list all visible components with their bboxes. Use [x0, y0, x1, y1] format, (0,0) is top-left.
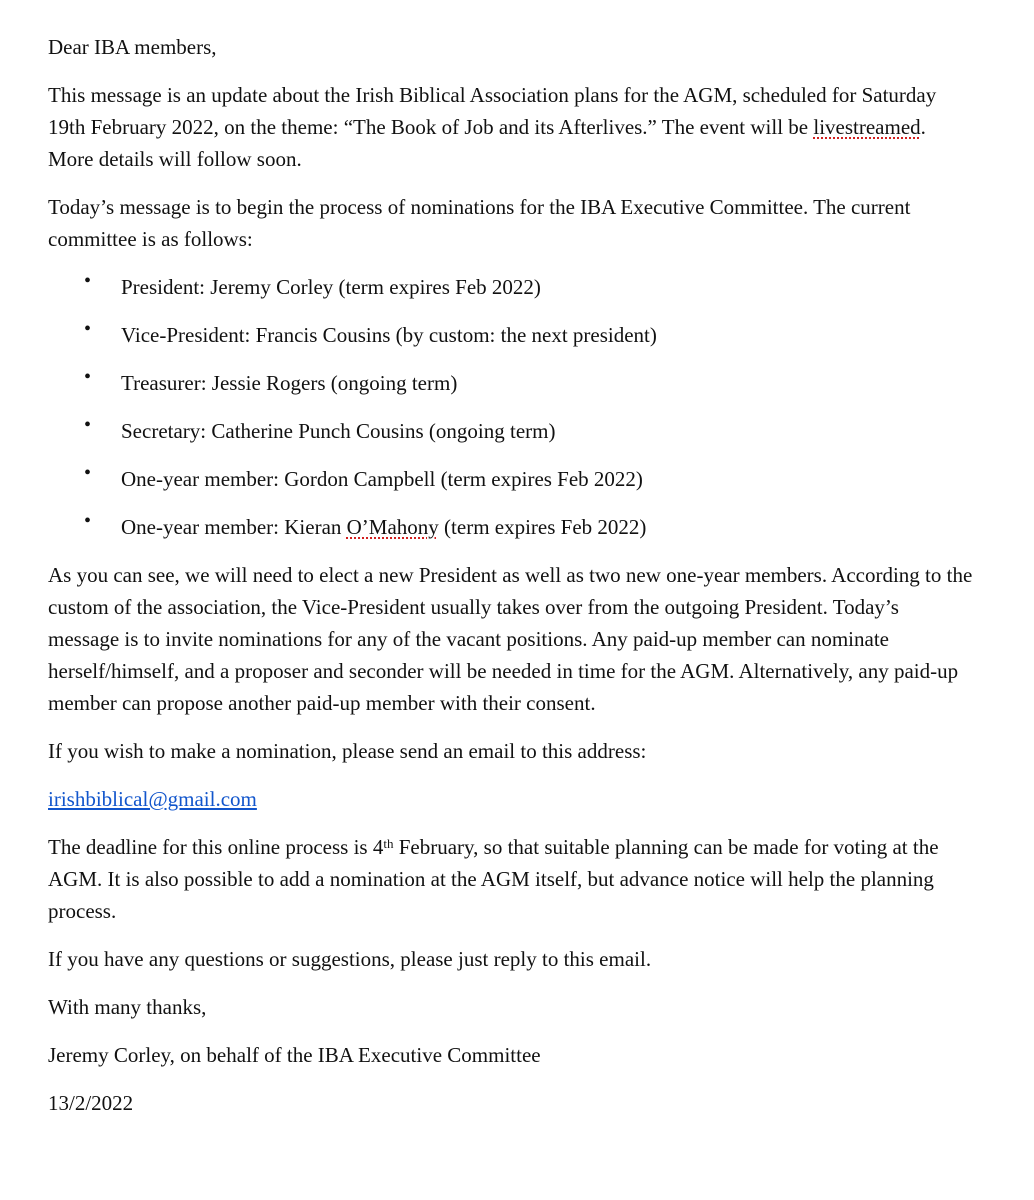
date-line: 13/2/2022 — [48, 1091, 134, 1115]
committee-item-text: Treasurer: Jessie Rogers (ongoing term) — [121, 371, 458, 395]
committee-item-vice-president — [48, 319, 974, 351]
bullet-icon: • — [84, 510, 92, 532]
bullet-icon: • — [84, 414, 92, 436]
committee-item-secretary — [48, 415, 974, 447]
intro-paragraph — [48, 79, 974, 175]
committee-list — [48, 271, 974, 543]
closing-line: With many thanks, — [48, 995, 207, 1019]
committee-item-text: One-year member: Gordon Campbell (term expires Feb 2022) — [121, 467, 643, 491]
bullet-icon: • — [84, 366, 92, 388]
committee-item-text-end: (term expires Feb 2022) — [438, 515, 647, 539]
greeting: Dear IBA members, — [48, 35, 217, 59]
bullet-icon: • — [84, 318, 92, 340]
intro-text-start: This message is an update about the Irish Biblical Association plans for the AGM, scheduled for Saturday 19th February 2022, on the theme: “The Book of Job and its Afterlives.” The event will be — [48, 83, 937, 139]
committee-item-treasurer — [48, 367, 974, 399]
committee-item-text-start: One-year member: Kieran — [121, 515, 347, 539]
committee-item-president — [48, 271, 974, 303]
signature-line: Jeremy Corley, on behalf of the IBA Executive Committee — [48, 1043, 541, 1067]
bullet-icon: • — [84, 462, 92, 484]
spellcheck-flagged-word[interactable]: O’Mahony — [346, 515, 439, 539]
email-link[interactable]: irishbiblical@gmail.com — [48, 787, 257, 811]
committee-item-text: President: Jeremy Corley (term expires Feb 2022) — [121, 275, 541, 299]
email-paragraph — [48, 783, 974, 815]
bullet-icon: • — [84, 270, 92, 292]
committee-item-text: Secretary: Catherine Punch Cousins (ongoing term) — [121, 419, 556, 443]
questions-paragraph: If you have any questions or suggestions, please just reply to this email. — [48, 947, 652, 971]
intro-text-end: . More details will follow soon. — [48, 115, 926, 171]
spellcheck-flagged-word[interactable]: livestreamed — [813, 115, 921, 139]
nominations-intro-paragraph: Today’s message is to begin the process of nominations for the IBA Executive Committee. The current committee is as follows: — [48, 195, 911, 251]
nomination-instruction: If you wish to make a nomination, please send an email to this address: — [48, 739, 647, 763]
deadline-text-start: The deadline for this online process is 4 — [48, 835, 384, 859]
committee-item-one-year-member-1 — [48, 463, 974, 495]
committee-item-one-year-member-2 — [48, 511, 974, 543]
committee-item-text: Vice-President: Francis Cousins (by custom: the next president) — [121, 323, 657, 347]
ordinal-superscript: th — [383, 836, 394, 851]
elect-paragraph: As you can see, we will need to elect a new President as well as two new one-year members. According to the custom of the association, the Vice-President usually takes over from the outgoing President. Today’s message is to invite nominations for any of the vacant positions. Any paid-up member can nominate herself/himself, and a proposer and seconder will be needed in time for the AGM. Alternatively, any paid-up member can propose another paid-up member with their consent. — [48, 563, 973, 715]
deadline-paragraph — [48, 831, 974, 927]
deadline-text-end: February, so that suitable planning can be made for voting at the AGM. It is also possible to add a nomination at the AGM itself, but advance notice will help the planning process. — [48, 835, 939, 923]
